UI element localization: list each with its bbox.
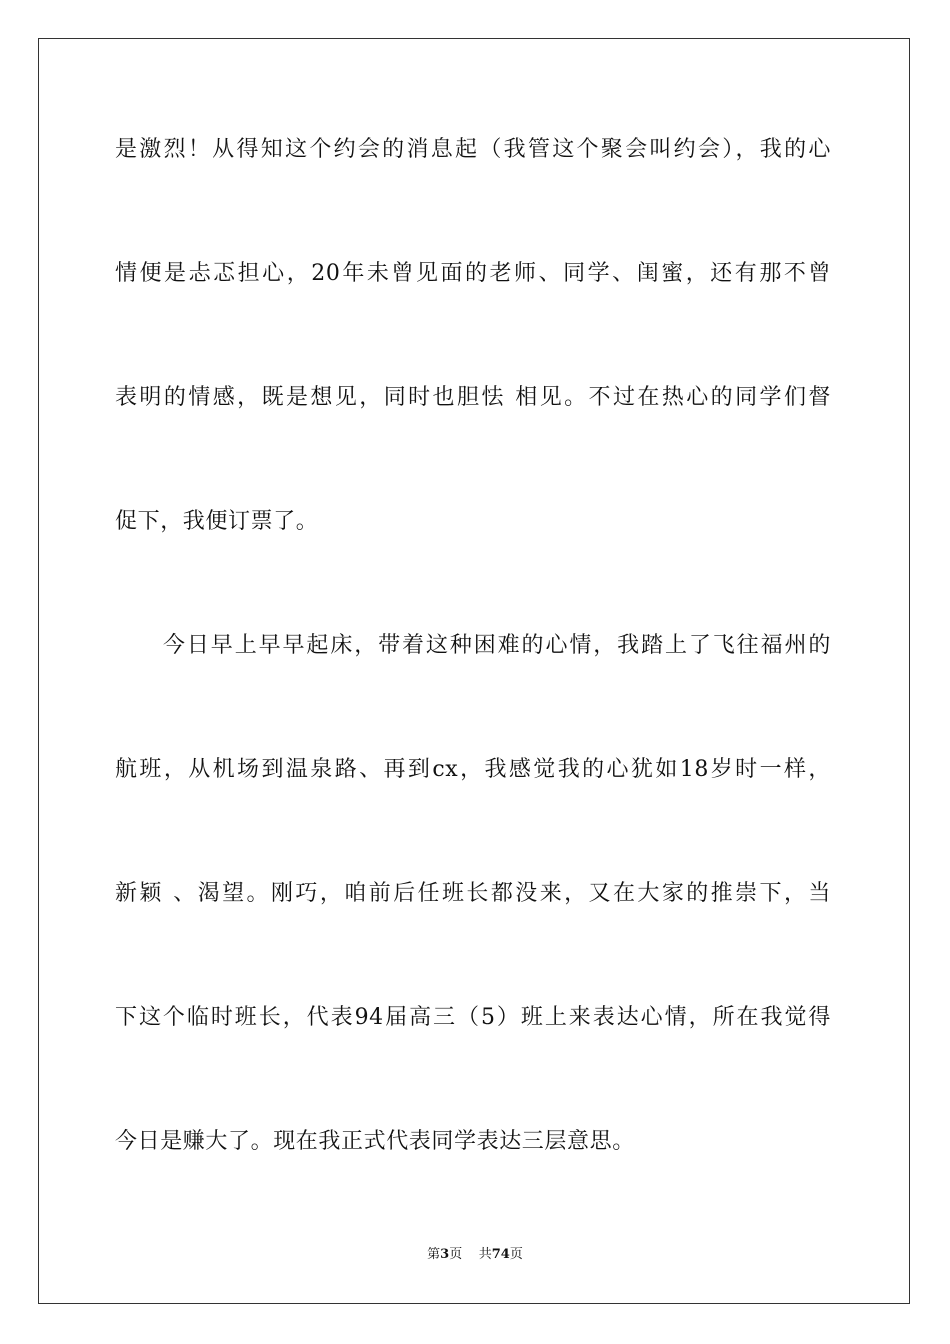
body-text-line: 情便是忐忑担心，20年未曾见面的老师、同学、闺蜜，还有那不曾: [115, 261, 831, 286]
total-suffix: 页: [509, 1247, 523, 1262]
body-text-line: 表明的情感，既是想见，同时也胆怯 相见。不过在热心的同学们督: [115, 385, 831, 410]
page-prefix: 第: [427, 1247, 441, 1262]
page-footer: [0, 1246, 950, 1264]
body-text-line: 今日早上早早起床，带着这种困难的心情，我踏上了飞往福州的: [163, 633, 831, 658]
body-text-line: 是激烈！从得知这个约会的消息起（我管这个聚会叫约会），我的心: [115, 137, 831, 162]
body-text-line: 促下，我便订票了。: [115, 509, 319, 534]
total-pages: 74: [491, 1247, 510, 1262]
body-text-line: 航班，从机场到温泉路、再到cx，我感觉我的心犹如18岁时一样，: [115, 757, 831, 782]
body-text-line: 新颖 、渴望。刚巧，咱前后任班长都没来，又在大家的推崇下，当: [115, 881, 831, 906]
page-frame: [38, 38, 910, 1304]
body-text-line: 今日是赚大了。现在我正式代表同学表达三层意思。: [115, 1129, 635, 1154]
body-text-line: 下这个临时班长，代表94届高三（5）班上来表达心情，所在我觉得: [115, 1005, 831, 1030]
total-prefix: 共: [478, 1247, 492, 1262]
page-suffix: 页: [449, 1247, 463, 1262]
page-number: 3: [440, 1247, 450, 1262]
